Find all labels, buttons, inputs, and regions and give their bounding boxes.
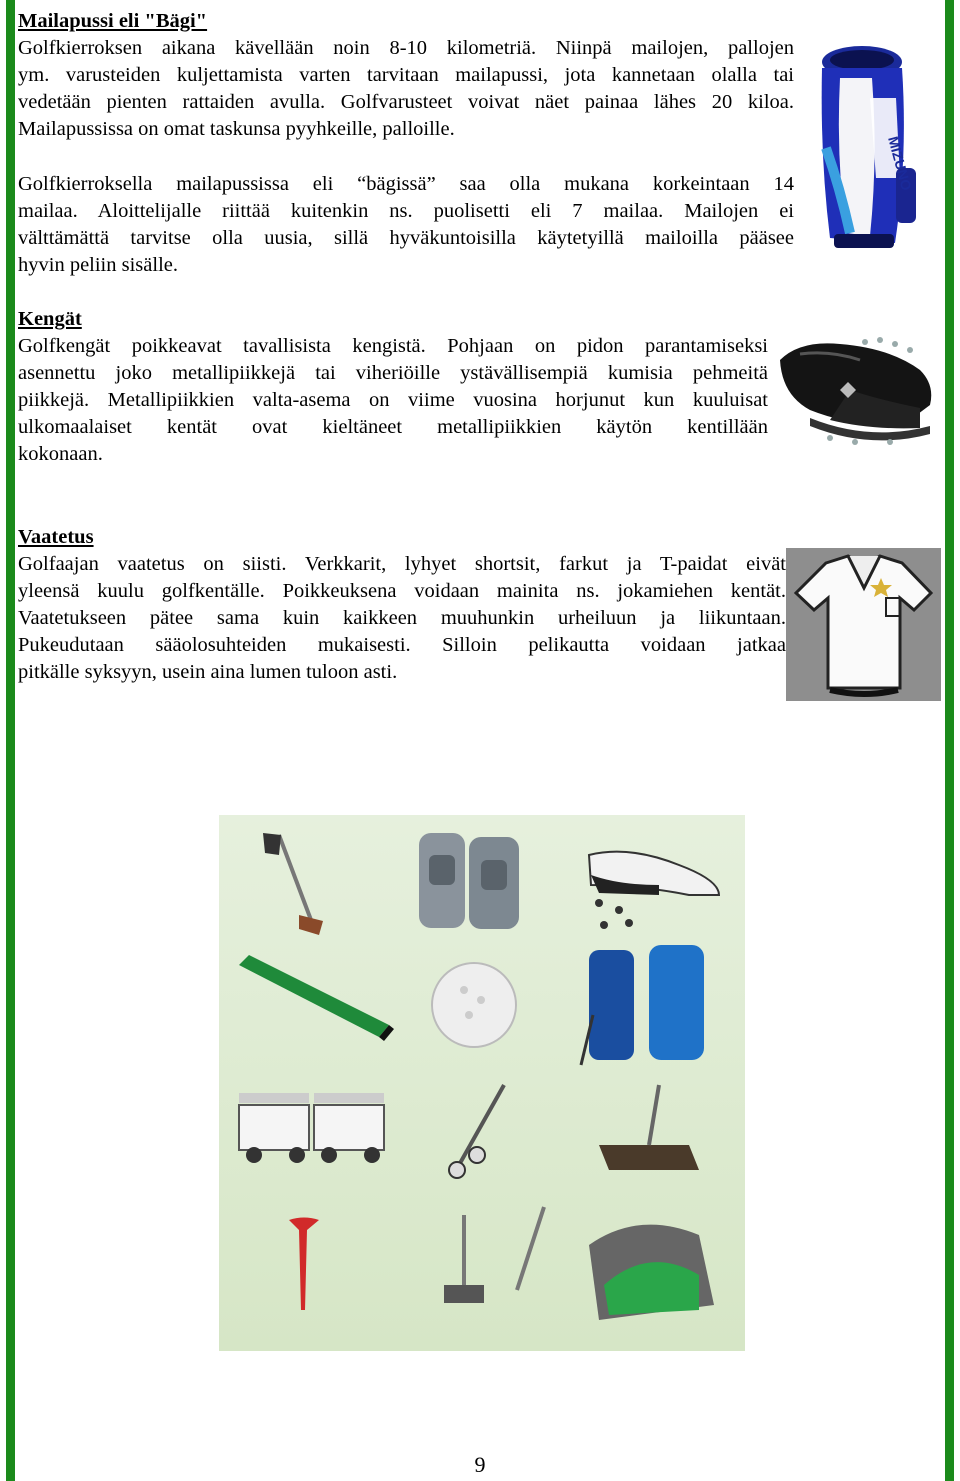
golf-bag-image: [800, 38, 920, 253]
brand-label: MIZUNO: [885, 134, 915, 193]
text-line: pitkälle syksyyn, usein aina lumen tuloon asti.: [18, 661, 398, 683]
right-green-border: [945, 0, 954, 1481]
text-line: Golfkengät poikkeavat tavallisista kengistä. Pohjaan on pidon parantamiseksi: [18, 335, 768, 357]
page-number: 9: [474, 1452, 486, 1477]
putting-mat-icon: [239, 955, 394, 1041]
putting-cup-icon: [589, 1225, 714, 1320]
push-trolley-icon: [449, 1085, 504, 1178]
heading-clothing: Vaatetus: [18, 526, 94, 548]
paragraph-clothing: [18, 551, 786, 686]
text-line: yleensä kuulu golfkentälle. Poikkeuksena voidaan mainita ns. jokamiehen kentät.: [18, 580, 786, 602]
paragraph-bag-2: [18, 171, 794, 279]
paragraph-shoes: [18, 333, 768, 468]
putter-icon: [599, 1085, 699, 1170]
tee-icon: [289, 1218, 319, 1311]
text-line: välttämättä tarvitse olla uusia, sillä hyväkuntoisilla käytetyillä mailoilla pääsee: [18, 227, 794, 249]
text-line: Golfkierroksella mailapussissa eli “bägissä” saa olla mukana korkeintaan 14: [18, 173, 794, 195]
text-line: Golfaajan vaatetus on siisti. Verkkarit, lyhyet shortsit, farkut ja T-paidat eivät: [18, 553, 786, 575]
heading-shoes: Kengät: [18, 308, 82, 330]
golf-bag-icon: [419, 833, 519, 929]
polo-shirt-image: [786, 548, 941, 701]
heading-bag: Mailapussi eli "Bägi": [18, 10, 208, 32]
text-line: Vaatetukseen pätee sama kuin kaikkeen muuhunkin urheiluun ja liikuntaan.: [18, 607, 786, 629]
putter-club-icon: [444, 1207, 544, 1303]
text-line: hyvin peliin sisälle.: [18, 254, 178, 276]
text-line: asennettu joko metallipiikkejä tai viheriöille ystävällisempiä kumisia pehmeitä: [18, 362, 768, 384]
blue-golf-bag-icon: [581, 945, 704, 1065]
golf-ball-icon: [432, 963, 516, 1047]
equipment-collage: [219, 815, 745, 1351]
text-line: piikkejä. Metallipiikkien valta-asema on viime vuosina horjunut kun kuuluisat: [18, 389, 768, 411]
left-green-border: [6, 0, 15, 1481]
golf-cart-icon: [239, 1093, 384, 1163]
golf-club-icon: [263, 833, 323, 935]
golf-shoe-icon: [589, 852, 719, 929]
text-line: kokonaan.: [18, 443, 103, 465]
text-line: Pukeudutaan sääolosuhteiden mukaisesti. Silloin pelikautta voidaan jatkaa: [18, 634, 786, 656]
golf-shoe-image: [770, 330, 940, 450]
text-line: ulkomaalaiset kentät ovat kieltäneet metallipiikkien käytön kentillään: [18, 416, 768, 438]
text-line: Golfkierroksen aikana kävellään noin 8-10 kilometriä. Niinpä mailojen, pallojen: [18, 37, 794, 59]
text-line: Mailapussissa on omat taskunsa pyyhkeille, palloille.: [18, 118, 455, 140]
text-line: vedetään pienten rattaiden avulla. Golfvarusteet voivat näet painaa lähes 20 kiloa.: [18, 91, 794, 113]
text-line: mailaa. Aloittelijalle riittää kuitenkin ns. puolisetti eli 7 mailaa. Mailojen ei: [18, 200, 794, 222]
text-line: ym. varusteiden kuljettamista varten tarvitaan mailapussi, jota kannetaan olalla tai: [18, 64, 794, 86]
paragraph-bag-1: [18, 35, 794, 143]
